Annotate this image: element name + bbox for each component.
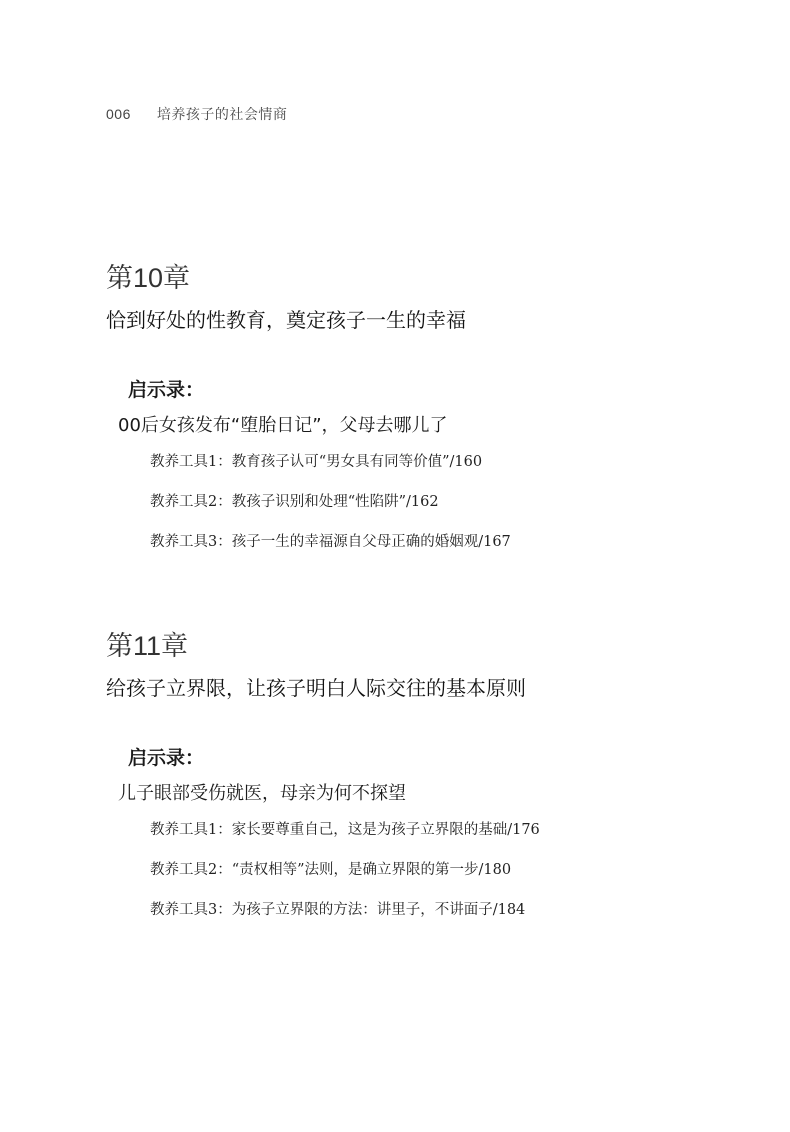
page-number: 006 [106,106,131,122]
tool-item: 教养工具2：教孩子识别和处理“性陷阱”/162 [150,494,439,510]
chapter-number: 第10章 [106,263,191,293]
tool-item: 教养工具1：教育孩子认可“男女具有同等价值”/160 [150,454,483,470]
book-title: 培养孩子的社会情商 [156,107,288,123]
chapter-11 [106,630,746,920]
tool-item: 教养工具3：孩子一生的幸福源自父母正确的婚姻观/167 [150,534,511,550]
tool-item: 教养工具3：为孩子立界限的方法：讲里子，不讲面子/184 [150,902,526,918]
tool-item: 教养工具2：“责权相等”法则，是确立界限的第一步/180 [150,862,512,878]
chapter-number: 第11章 [106,631,189,661]
tool-item: 教养工具1：家长要尊重自己，这是为孩子立界限的基础/176 [150,822,540,838]
revelation-heading: 启示录： [128,747,205,769]
running-header [106,104,287,124]
chapter-title: 给孩子立界限，让孩子明白人际交往的基本原则 [106,676,526,700]
revelation-heading: 启示录： [128,379,205,401]
case-title: 儿子眼部受伤就医，母亲为何不探望 [118,783,406,804]
chapter-title: 恰到好处的性教育，奠定孩子一生的幸福 [106,308,466,332]
chapter-10 [106,262,746,552]
case-title: 00后女孩发布“堕胎日记”，父母去哪儿了 [118,415,448,436]
